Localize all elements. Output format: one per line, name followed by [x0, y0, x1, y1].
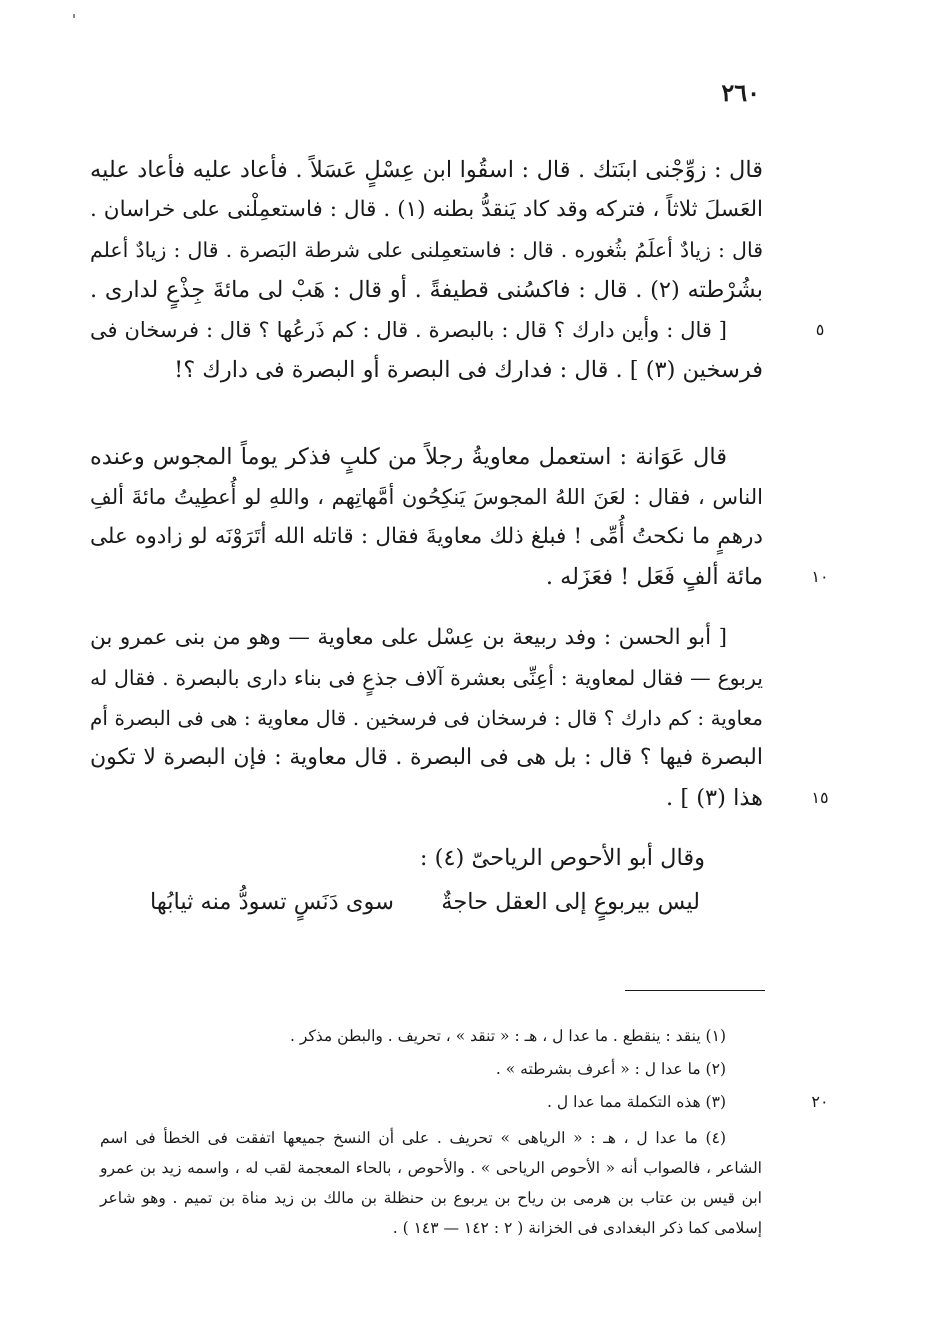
line-number-margin: ١٥ — [811, 788, 829, 807]
verse-intro: وقال أبو الأحوص الرياحىّ (٤) : — [419, 845, 705, 871]
line-number-margin: ١٠ — [811, 567, 829, 586]
page-number: ٢٦٠ — [721, 78, 760, 107]
body-line: [ أبو الحسن : وفد ربيعة بن عِسْل على معاوية — وهو من بنى عمرو بن — [90, 625, 727, 650]
footnote-separator — [625, 990, 765, 991]
scan-speck — [73, 14, 75, 18]
body-line: بشُرْطته (٢) . قال : فاكسُنى قطيفةً . أو قال : هَبْ لى مائةَ جِذْعٍ لدارى . — [90, 277, 763, 303]
verse-first-hemistich: ليس بيربوعٍ إلى العقل حاجةٌ — [441, 889, 700, 915]
line-number-margin: ٢٠ — [811, 1092, 829, 1111]
body-line: العَسلَ ثلاثاً ، فتركه وقد كاد يَنقدُّ بطنه (١) . قال : فاستعمِلْنى على خراسان . — [90, 197, 763, 222]
body-line: قال : زيادٌ أعلَمُ بثُغوره . قال : فاستعمِلنى على شرطة البَصرة . قال : زيادٌ أعلم — [90, 238, 763, 262]
footnote-line: الشاعر ، فالصواب أنه « الأحوص الرياحى » . والأحوص ، بالحاء المعجمة لقب له ، واسمه زيد بن عمرو — [100, 1159, 762, 1177]
line-number-margin: ٥ — [815, 320, 825, 339]
body-line: قال : زوِّجْنى ابنَتك . قال : اسقُوا ابن عِسْلٍ عَسَلاً . فأعاد عليه فأعاد عليه — [90, 157, 763, 183]
body-line: [ قال : وأين دارك ؟ قال : بالبصرة . قال : كم ذَرعُها ؟ قال : فرسخان فى — [90, 318, 727, 342]
footnote-line: (٢) ما عدا ل : « أعرف بشرطته » . — [495, 1060, 726, 1078]
body-line: فرسخين (٣) ] . قال : فدارك فى البصرة أو البصرة فى دارك ؟! — [174, 357, 763, 383]
body-line: هذا (٣) ] . — [666, 785, 763, 811]
body-line: مائة ألفٍ فَعَل ! فعَزَله . — [545, 564, 763, 590]
footnote-line: (١) ينقد : ينقطع . ما عدا ل ، هـ : « تنقد » ، تحريف . والبطن مذكر . — [290, 1027, 726, 1045]
footnote-line: إسلامى كما ذكر البغدادى فى الخزانة ( ٢ : ١٤٢ — ١٤٣ ) . — [392, 1219, 762, 1237]
poetry-verse — [150, 882, 700, 922]
footnote-line: ابن قيس بن عتاب بن هرمى بن رياح بن يربوع بن حنظلة بن مالك بن زيد مناة بن تميم . وهو شاعر — [100, 1189, 762, 1207]
body-line: البصرة فيها ؟ قال : بل هى فى البصرة . قال معاوية : فإن البصرة لا تكون — [90, 745, 763, 770]
footnote-line: (٤) ما عدا ل ، هـ : « الرياهى » تحريف . على أن النسخ جميعها اتفقت فى الخطأ فى اسم — [100, 1129, 726, 1147]
verse-second-hemistich: سوى دَنَسٍ تسودُّ منه ثيابُها — [150, 889, 394, 915]
body-line: قال عَوَانة : استعمل معاويةُ رجلاً من كلبٍ فذكر يوماً المجوس وعنده — [90, 444, 727, 470]
footnote-line: (٣) هذه التكملة مما عدا ل . — [547, 1093, 726, 1111]
body-line: الناس ، فقال : لعَنَ اللهُ المجوسَ يَنكِحُون أمَّهاتِهم ، واللهِ لو أُعطِيتُ مائةَ ألفِ — [90, 485, 763, 509]
body-line: يربوع — فقال لمعاوية : أعِنِّى بعشرة آلاف جذعٍ فى بناء دارى بالبصرة . فقال له — [90, 666, 763, 690]
body-line: معاوية : كم دارك ؟ قال : فرسخان فى فرسخين . قال معاوية : هى فى البصرة أم — [90, 706, 763, 730]
body-line: درهمٍ ما نكحتُ أُمِّى ! فبلغ ذلك معاويةَ فقال : قاتله الله أتَرَوْنَه لو زادوه على — [90, 524, 763, 549]
